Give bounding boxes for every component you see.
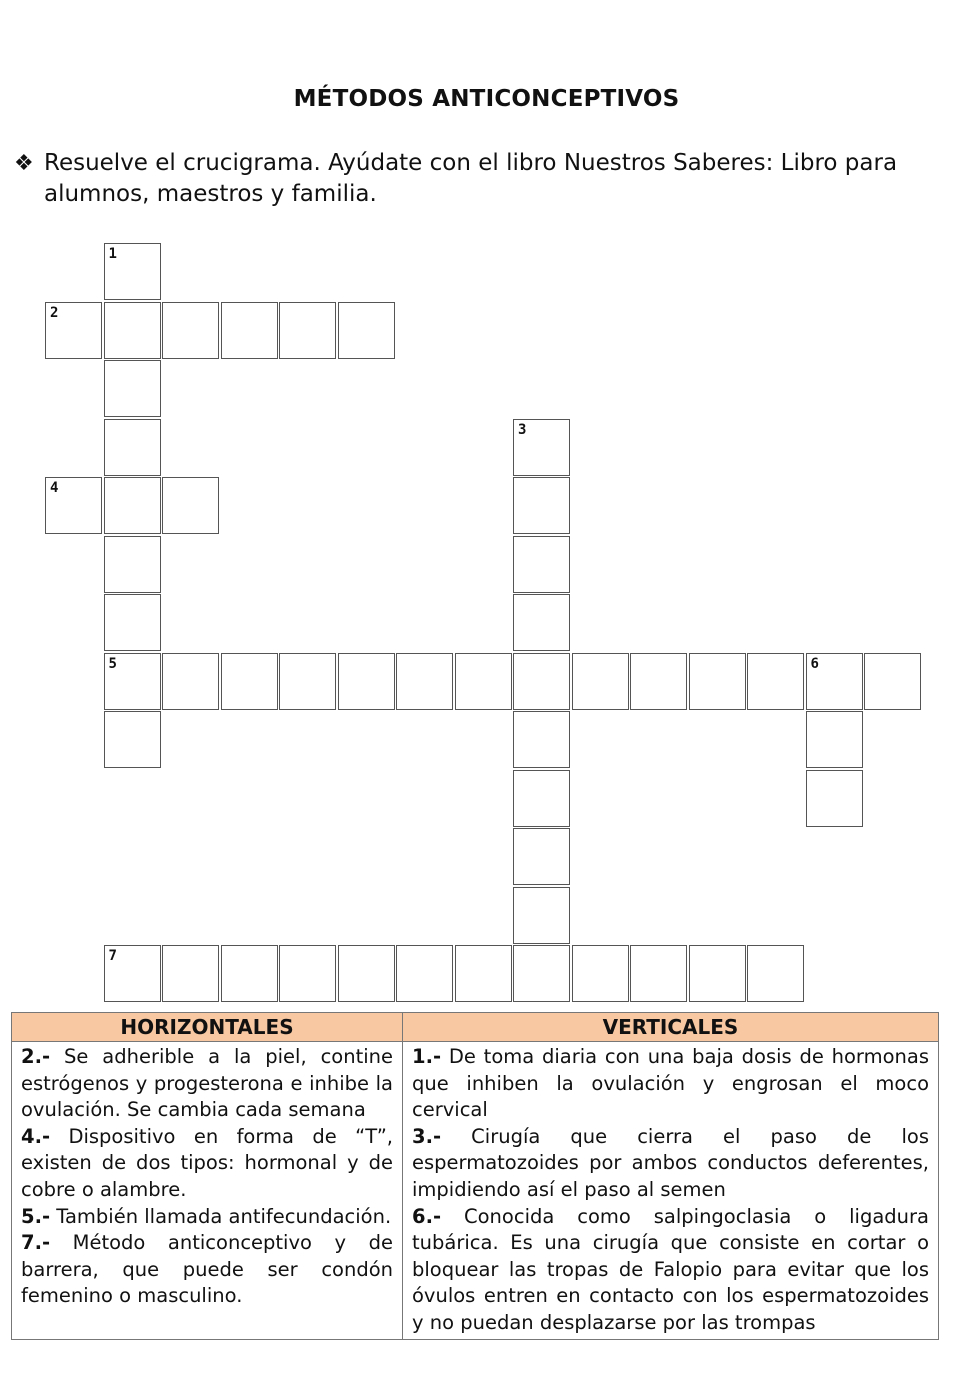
crossword-cell[interactable] [513, 653, 570, 710]
crossword-cell[interactable] [162, 945, 219, 1002]
crossword-cell[interactable] [221, 653, 278, 710]
crossword-cell[interactable] [279, 945, 336, 1002]
crossword-cell[interactable] [104, 419, 161, 476]
clue-number-2: 2 [50, 304, 59, 321]
diamond-bullet-icon: ❖ [14, 151, 34, 176]
crossword-cell[interactable] [513, 887, 570, 944]
crossword-cell[interactable] [104, 360, 161, 417]
crossword-cell[interactable] [104, 945, 161, 1002]
clue-number-1: 1 [108, 246, 117, 262]
crossword-cell[interactable] [162, 653, 219, 710]
crossword-cell[interactable] [104, 536, 161, 593]
crossword-cell[interactable] [747, 653, 804, 710]
crossword-cell[interactable] [572, 945, 629, 1002]
crossword-cell[interactable] [104, 302, 161, 359]
crossword-cell[interactable] [162, 477, 219, 534]
horizontal-clues [12, 1042, 403, 1340]
clue-number-7: 7 [108, 948, 117, 964]
crossword-cell[interactable] [221, 945, 278, 1002]
instruction-text: Resuelve el crucigrama. Ayúdate con el libro Nuestros Saberes: Libro para alumnos, maestros y familia. [44, 150, 898, 207]
crossword-cell[interactable] [338, 653, 395, 710]
horizontal-header: HORIZONTALES [12, 1013, 403, 1042]
crossword-cell[interactable] [689, 945, 746, 1002]
crossword-cell[interactable] [806, 653, 863, 710]
clue-number-6: 6 [810, 655, 819, 672]
page-title: MÉTODOS ANTICONCEPTIVOS [293, 86, 680, 112]
crossword-cell[interactable] [221, 302, 278, 359]
crossword-cell[interactable] [396, 653, 453, 710]
clue-number-5: 5 [108, 655, 117, 672]
crossword-cell[interactable] [630, 945, 687, 1002]
crossword-cell[interactable] [104, 653, 161, 710]
crossword-cell[interactable] [396, 945, 453, 1002]
vertical-header: VERTICALES [403, 1013, 939, 1042]
crossword-cell[interactable] [630, 653, 687, 710]
crossword-cell[interactable] [513, 828, 570, 885]
clues-table [11, 1012, 939, 1340]
crossword-cell[interactable] [279, 302, 336, 359]
crossword-cell[interactable] [572, 653, 629, 710]
crossword-cell[interactable] [279, 653, 336, 710]
crossword-cell[interactable] [45, 302, 102, 359]
crossword-cell[interactable] [806, 711, 863, 768]
crossword-cell[interactable] [45, 477, 102, 534]
clue-v-1: 1.- De toma diaria con una baja dosis de hormonas que inhiben la ovulación y engrosan el moco cervical [412, 1045, 929, 1122]
crossword-cell[interactable] [104, 594, 161, 651]
crossword-cell[interactable] [513, 594, 570, 651]
clue-number-4: 4 [50, 480, 59, 496]
clue-h-4: 4.- Dispositivo en forma de “T”, existen de dos tipos: hormonal y de cobre o alambre. [21, 1124, 393, 1201]
crossword-cell[interactable] [513, 770, 570, 827]
clue-h-2: 2.- Se adherible a la piel, contine estrógenos y progesterona e inhibe la ovulación. Se cambia cada semana [21, 1045, 394, 1122]
crossword-cell[interactable] [455, 653, 512, 710]
crossword-cell[interactable] [513, 945, 570, 1002]
clue-number-3: 3 [518, 421, 527, 438]
clue-h-7: 7.- Método anticonceptivo y de barrera, que puede ser condón femenino o masculino. [21, 1231, 393, 1308]
crossword-cell[interactable] [104, 243, 161, 300]
crossword-cell[interactable] [864, 653, 921, 710]
crossword-cell[interactable] [747, 945, 804, 1002]
clue-v-3: 3.- Cirugía que cierra el paso de los espermatozoides por ambos conductos deferentes, impidiendo así el paso al semen [412, 1124, 929, 1201]
crossword-cell[interactable] [162, 302, 219, 359]
crossword-cell[interactable] [338, 945, 395, 1002]
crossword-cell[interactable] [513, 536, 570, 593]
crossword-cell[interactable] [513, 419, 570, 476]
clue-v-6: 6.- Conocida como salpingoclasia o ligadura tubárica. Es una cirugía que consiste en cortar o bloquear las tropas de Falopio para evitar que los óvulos entren en contacto con los espermatozoides y no puedan desplazarse por las trompas [412, 1204, 930, 1334]
instruction [14, 148, 914, 210]
crossword-cell[interactable] [689, 653, 746, 710]
vertical-clues [403, 1042, 939, 1340]
crossword-cell[interactable] [104, 711, 161, 768]
crossword-cell[interactable] [455, 945, 512, 1002]
crossword-cell[interactable] [513, 477, 570, 534]
crossword-cell[interactable] [338, 302, 395, 359]
crossword-cell[interactable] [513, 711, 570, 768]
crossword-cell[interactable] [806, 770, 863, 827]
crossword-cell[interactable] [104, 477, 161, 534]
clue-h-5: 5.- También llamada antifecundación. [21, 1204, 392, 1228]
